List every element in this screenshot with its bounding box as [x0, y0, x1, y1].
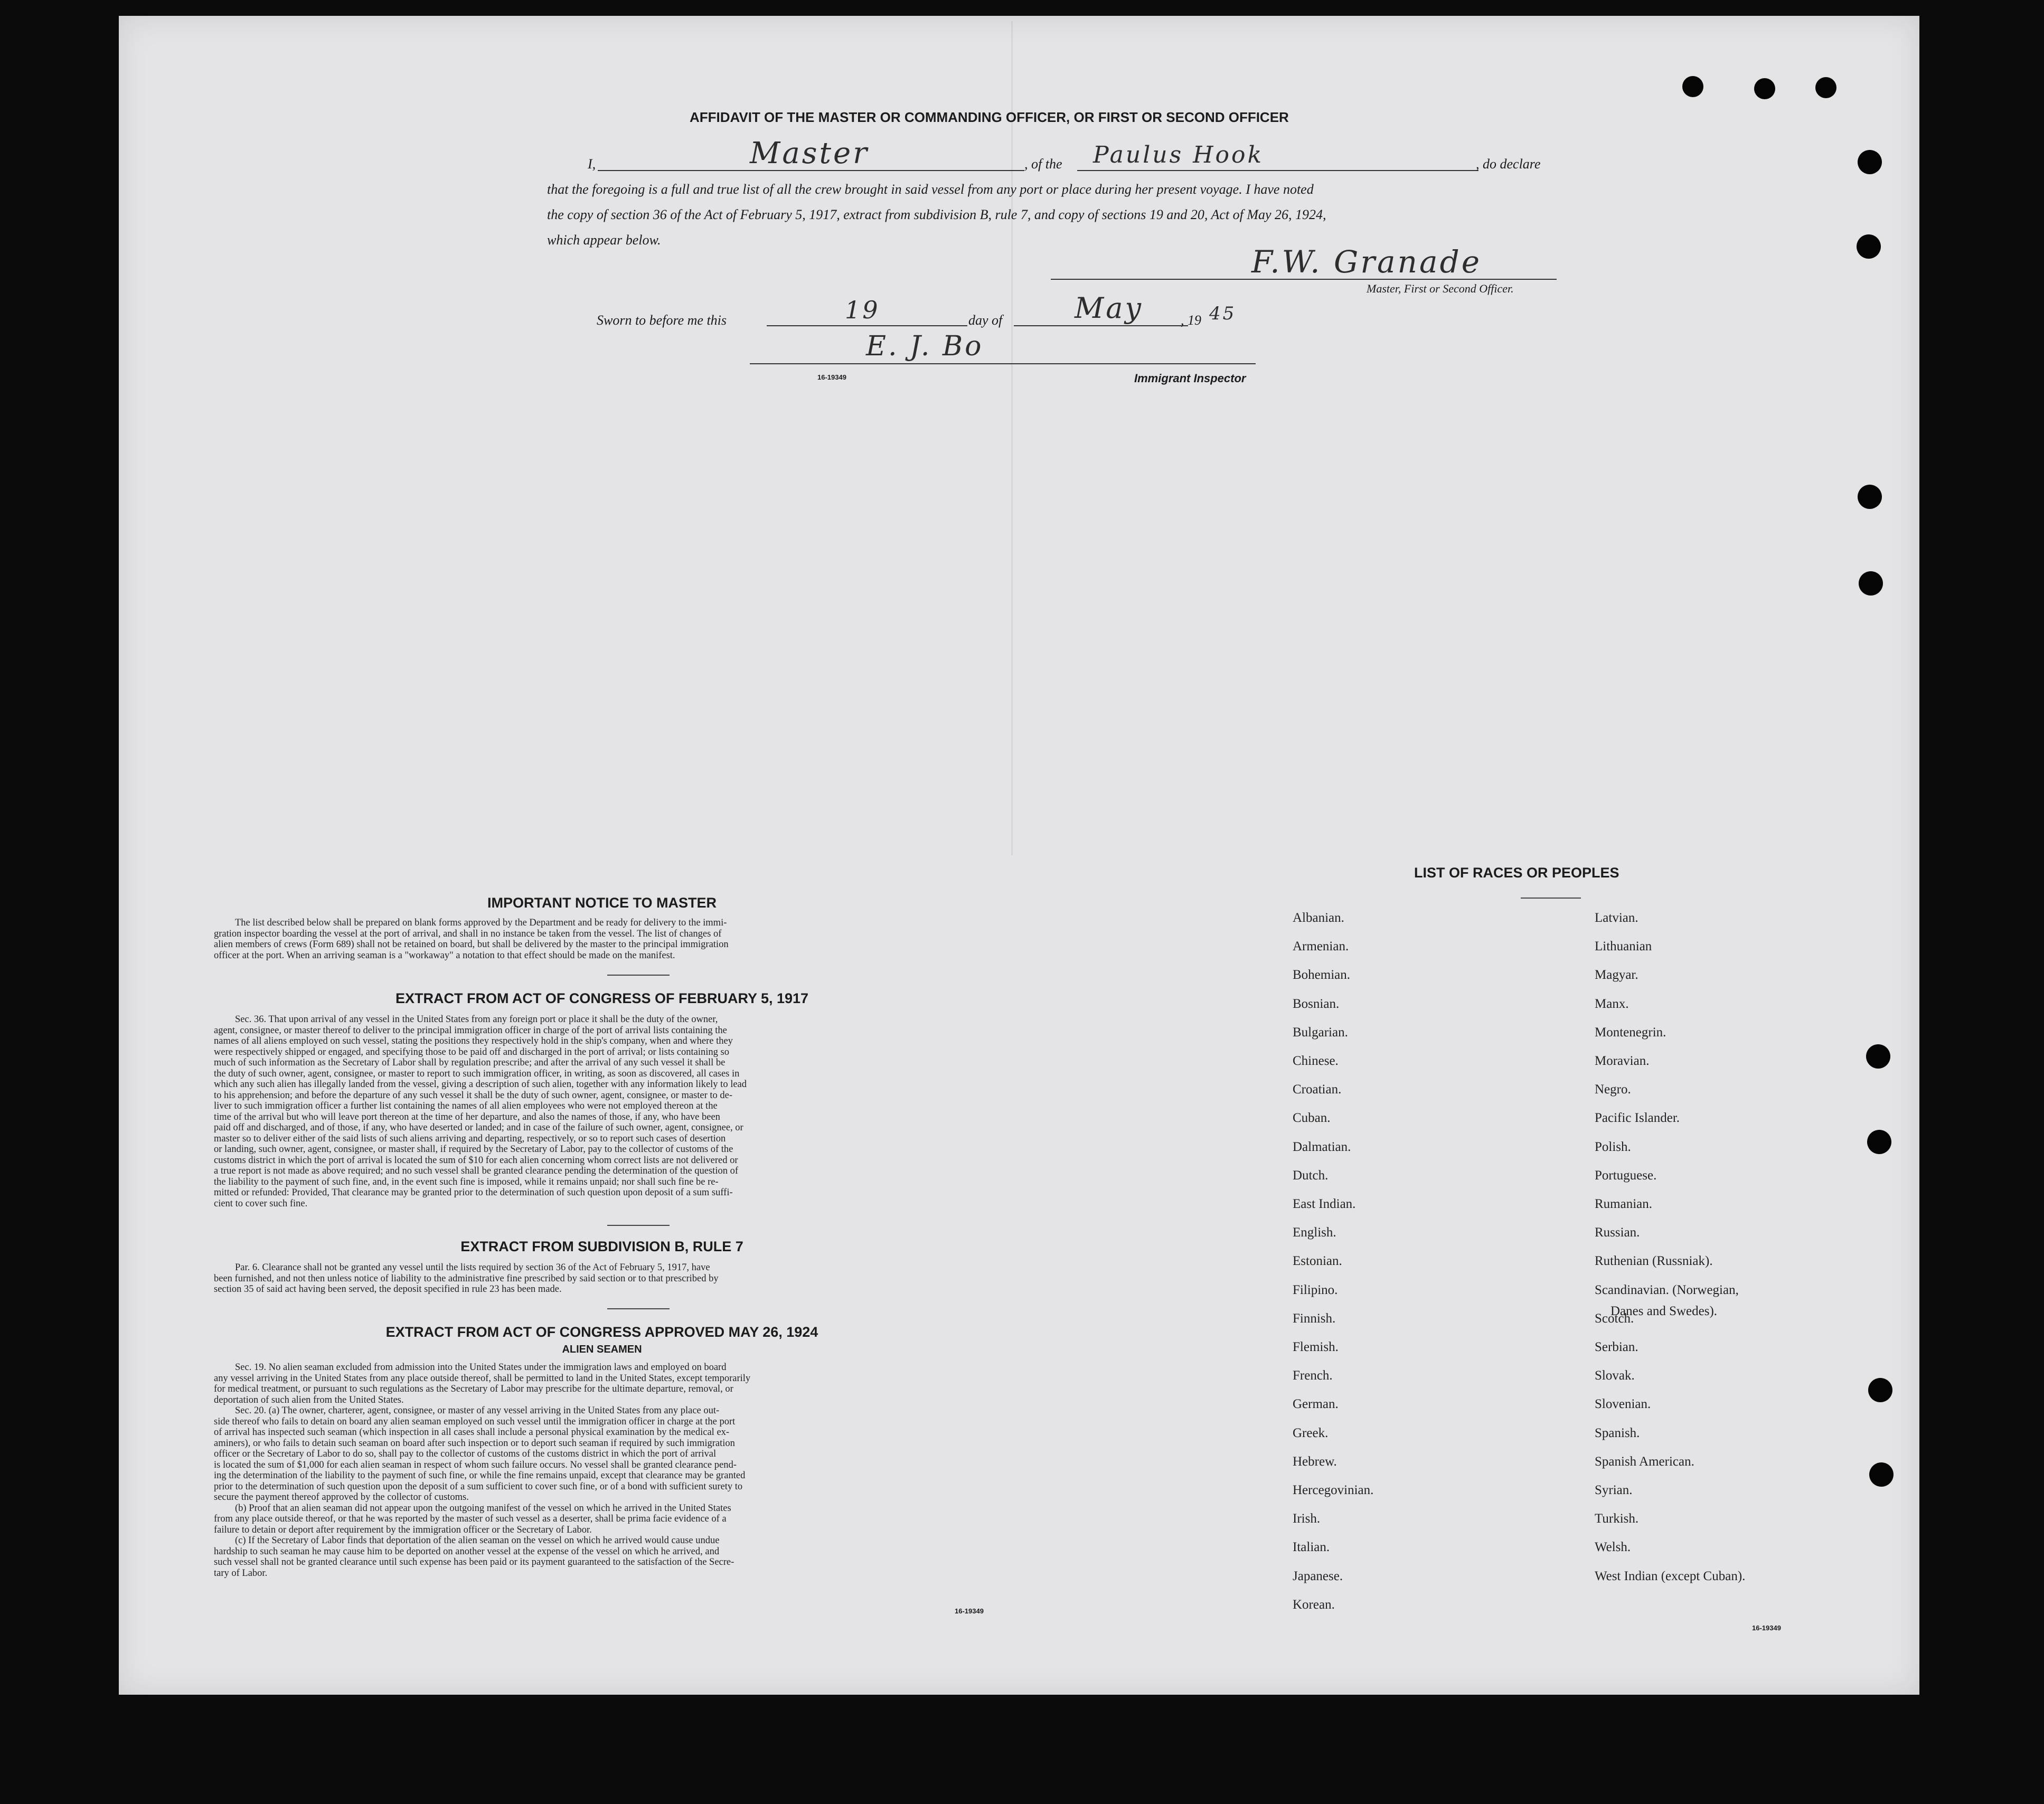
- extract-1924-section: [214, 1324, 990, 1579]
- paragraph-line: (c) If the Secretary of Labor finds that deportation of the alien seaman on the vessel on which he arrived would cause undue: [235, 1535, 720, 1546]
- race-item: Bulgarian.: [1293, 1025, 1348, 1040]
- notice-line: officer at the port. When an arriving seaman is a "workaway" a notation to that effect should be made on the manifest.: [214, 950, 675, 961]
- affidavit-body-line3: which appear below.: [547, 232, 661, 248]
- notice-line: gration inspector boarding the vessel at the port of arrival, and shall in no instance be taken from the vessel. The list of changes of: [214, 928, 722, 939]
- race-item: French.: [1293, 1368, 1333, 1383]
- paragraph-line: aminers), or who fails to detain such seaman on board after such inspection or to deport such seaman if required by such immigration: [214, 1438, 735, 1449]
- of-the-label: , of the: [1024, 156, 1062, 172]
- paragraph-line: hardship to such seaman he may cause him to be deported on another vessel at the expense of the vessel on which he arrived, and: [214, 1546, 720, 1557]
- paragraph-line: Sec. 19. No alien seaman excluded from admission into the United States under the immigration laws and employed on board: [235, 1362, 727, 1373]
- sworn-label: Sworn to before me this: [597, 313, 727, 328]
- race-item: Greek.: [1293, 1425, 1329, 1440]
- subdivision-section: [214, 1239, 990, 1295]
- punch-hole: [1869, 1462, 1894, 1487]
- paragraph-line: such vessel shall not be granted clearance until such expense has been paid or its payment guaranteed to the satisfaction of the Secre-: [214, 1557, 734, 1567]
- paragraph-line: mitted or refunded: Provided, That clearance may be granted prior to the determination of such question upon deposit of a sum suffi-: [214, 1187, 733, 1198]
- race-item: Estonian.: [1293, 1254, 1342, 1269]
- notice-line: alien members of crews (Form 689) shall not be retained on board, but shall be delivered by the master to the principal immigration: [214, 939, 729, 950]
- year-value: 45: [1209, 303, 1237, 324]
- affidavit-form-number: 16-19349: [817, 373, 846, 381]
- extract-1924-subtitle: ALIEN SEAMEN: [562, 1344, 642, 1355]
- paragraph-line: of arrival has inspected such seaman (which inspection in all cases shall include a personal physical examination by the medical ex-: [214, 1427, 730, 1438]
- day-line: [767, 325, 967, 326]
- inspector-signature: E. J. Bo: [866, 330, 984, 362]
- paragraph-line: for medical treatment, or pursuant to such regulations as the Secretary of Labor may prescribe for the ultimate departure, removal, or: [214, 1384, 733, 1394]
- paragraph-line: agent, consignee, or master thereof to deliver to the principal immigration officer in charge of the port of arrival lists containing the: [214, 1025, 727, 1036]
- extract-form-number: 16-19349: [955, 1607, 984, 1615]
- punch-hole: [1858, 485, 1882, 509]
- notice-section: [214, 895, 990, 961]
- vessel-value: Paulus Hook: [1093, 141, 1264, 168]
- race-item: Latvian.: [1595, 911, 1638, 925]
- race-item: Finnish.: [1293, 1311, 1336, 1326]
- race-item: West Indian (except Cuban).: [1595, 1569, 1746, 1583]
- paragraph-line: any vessel arriving in the United States from any place outside thereof, shall be permitted to land in the United States, except temporarily: [214, 1373, 751, 1384]
- race-item: Hercegovinian.: [1293, 1483, 1374, 1497]
- affidavit-body-line1: that the foregoing is a full and true list of all the crew brought in said vessel from any port or place during her present voyage. I have noted: [547, 182, 1314, 197]
- race-item: Filipino.: [1293, 1282, 1338, 1297]
- race-item: Bohemian.: [1293, 968, 1351, 983]
- signature-caption: Master, First or Second Officer.: [1367, 282, 1514, 295]
- paragraph-line: been furnished, and not then unless notice of liability to the administrative fine prescribed by said section or to that prescribed by: [214, 1273, 719, 1284]
- race-item: Pacific Islander.: [1595, 1111, 1680, 1126]
- race-item: Armenian.: [1293, 939, 1349, 954]
- paragraph-line: much of such information as the Secretary of Labor shall by regulation prescribe; and after the arrival of any such vessel it shall be: [214, 1057, 726, 1068]
- race-item: Manx.: [1595, 996, 1629, 1011]
- race-item: Spanish.: [1595, 1425, 1640, 1440]
- notice-body: [214, 918, 990, 961]
- paragraph-line: secure the payment thereof approved by the collector of customs.: [214, 1492, 469, 1503]
- race-item: Italian.: [1293, 1540, 1330, 1555]
- paragraph-line: Sec. 20. (a) The owner, charterer, agent, consignee, or master of any vessel arriving in the United States from any place out-: [235, 1405, 720, 1416]
- paragraph-line: paid off and discharged, and of those, if any, who have deserted or landed; and in case of the failure of such owner, agent, consignee, or: [214, 1122, 743, 1133]
- punch-hole: [1815, 77, 1836, 98]
- race-item: English.: [1293, 1225, 1336, 1240]
- month-value: May: [1075, 291, 1143, 325]
- race-item: Korean.: [1293, 1597, 1335, 1612]
- race-item: Syrian.: [1595, 1483, 1633, 1497]
- affidavit-title: AFFIDAVIT OF THE MASTER OR COMMANDING OFFICER, OR FIRST OR SECOND OFFICER: [690, 109, 1289, 125]
- paragraph-line: customs district in which the port of arrival is located the sum of $10 for each alien concerning whom correct lists are not delivered or: [214, 1155, 738, 1166]
- separator: [607, 1225, 670, 1226]
- day-value: 19: [845, 296, 880, 324]
- race-item: Moravian.: [1595, 1054, 1650, 1068]
- paragraph-line: Sec. 36. That upon arrival of any vessel in the United States from any foreign port or place it shall be the duty of the owner,: [235, 1014, 718, 1025]
- race-item: Bosnian.: [1293, 996, 1340, 1011]
- race-item: Portuguese.: [1595, 1168, 1657, 1183]
- paragraph-line: time of the arrival but who will leave port thereon at the time of her departure, and also the names of those, if any, who have been: [214, 1111, 720, 1122]
- paragraph-line: prior to the determination of such question upon the deposit of a sum sufficient to cover such fine, or of a bond with sufficient surety to: [214, 1481, 743, 1492]
- i-label: I,: [588, 156, 596, 172]
- paragraph-line: cient to cover such fine.: [214, 1198, 308, 1209]
- vessel-line: [1077, 170, 1478, 171]
- race-item: Cuban.: [1293, 1111, 1331, 1126]
- notice-title: IMPORTANT NOTICE TO MASTER: [487, 895, 717, 911]
- race-item: Welsh.: [1595, 1540, 1631, 1555]
- race-item: Dutch.: [1293, 1168, 1329, 1183]
- paragraph-line: Par. 6. Clearance shall not be granted any vessel until the lists required by section 36 of the Act of February 5, 1917, have: [235, 1262, 710, 1273]
- race-item: Rumanian.: [1595, 1197, 1653, 1211]
- declare-label: , do declare: [1476, 156, 1541, 172]
- extract-1917-title: EXTRACT FROM ACT OF CONGRESS OF FEBRUARY 5, 1917: [395, 990, 809, 1006]
- paragraph-line: or landing, such owner, agent, consignee, or master shall, if required by the Secretary of Labor, pay to the collector of customs of the: [214, 1144, 733, 1155]
- race-item: Lithuanian: [1595, 939, 1652, 954]
- race-item: Chinese.: [1293, 1054, 1339, 1068]
- affidavit-body-line2: the copy of section 36 of the Act of February 5, 1917, extract from subdivision B, rule 7, and copy of sections 19 and 20, Act of May 26, 1924,: [547, 207, 1326, 222]
- master-signature: F.W. Granade: [1251, 244, 1482, 280]
- subdivision-body: [214, 1262, 990, 1295]
- paragraph-line: which any such alien has illegally landed from the vessel, giving a description of such alien, together with any information likely to lead: [214, 1079, 747, 1090]
- month-line: [1014, 325, 1188, 326]
- race-item: Irish.: [1293, 1512, 1321, 1526]
- punch-hole: [1754, 78, 1775, 99]
- race-item: Dalmatian.: [1293, 1139, 1351, 1154]
- name-value: Master: [750, 136, 869, 171]
- race-item: Negro.: [1595, 1082, 1631, 1097]
- paragraph-line: officer or the Secretary of Labor to do so, shall pay to the collector of customs of the customs district in which the port of arrival: [214, 1449, 717, 1459]
- race-item: Flemish.: [1293, 1340, 1339, 1354]
- race-item: Scotch.: [1595, 1311, 1634, 1326]
- paragraph-line: were respectively shipped or engaged, and specifying those to be paid off and discharged in the port of arrival; or lists containing so: [214, 1046, 729, 1057]
- paragraph-line: the duty of such owner, agent, consignee, or master to report to such immigration officer, in writing, as soon as discovered, all cases in: [214, 1068, 740, 1079]
- paragraph-line: failure to detain or deport after requirement by the immigration officer or the Secretary of Labor.: [214, 1524, 592, 1535]
- paragraph-line: is located the sum of $1,000 for each alien seaman in respect of whom such failure occurs. No vessel shall be granted clearance pend-: [214, 1459, 737, 1470]
- paragraph-line: a true report is not made as above required; and no such vessel shall be granted clearance pending the determination of the question of: [214, 1166, 739, 1176]
- race-item: German.: [1293, 1397, 1339, 1412]
- paragraph-line: deportation of such alien from the United States.: [214, 1394, 404, 1405]
- paragraph-line: the liability to the payment of such fine, and, in the event such fine is imposed, while it remains unpaid; nor shall such fine be re-: [214, 1176, 719, 1187]
- subdivision-title: EXTRACT FROM SUBDIVISION B, RULE 7: [460, 1239, 743, 1254]
- races-title: LIST OF RACES OR PEOPLES: [1414, 865, 1619, 881]
- race-item: Slovenian.: [1595, 1397, 1651, 1412]
- race-item: Scandinavian. (Norwegian,: [1595, 1282, 1739, 1297]
- page-fold: [1011, 21, 1013, 855]
- year-prefix: , 19: [1181, 313, 1201, 328]
- separator: [607, 1308, 670, 1309]
- race-item: Magyar.: [1595, 968, 1638, 983]
- paragraph-line: section 35 of said act having been served, the deposit specified in rule 23 has been made.: [214, 1284, 562, 1295]
- paragraph-line: to his apprehension; and before the departure of any such vessel it shall be the duty of such owner, agent, consignee, or master to de-: [214, 1090, 733, 1101]
- separator: [1521, 898, 1581, 899]
- race-item: Hebrew.: [1293, 1454, 1337, 1469]
- paragraph-line: from any place outside thereof, or that he was reported by the master of such vessel as a deserter, shall be prima facie evidence of a: [214, 1514, 727, 1524]
- separator: [607, 975, 670, 976]
- race-item: Serbian.: [1595, 1340, 1638, 1354]
- punch-hole: [1682, 76, 1703, 97]
- race-item: Russian.: [1595, 1225, 1640, 1240]
- extract-1917-body: [214, 1014, 990, 1209]
- notice-line: The list described below shall be prepared on blank forms approved by the Department and be ready for delivery to the immi-: [235, 918, 727, 928]
- paragraph-line: master so to deliver either of the said lists of such aliens arriving and departing, respectively, or so to report such cases of desertion: [214, 1133, 726, 1144]
- race-item: Ruthenian (Russniak).: [1595, 1254, 1713, 1269]
- paragraph-line: side thereof who fails to detain on board any alien seaman employed on such vessel until the immigration officer in charge at the port: [214, 1416, 736, 1427]
- punch-hole: [1859, 571, 1883, 596]
- inspector-line: [750, 363, 1256, 364]
- punch-hole: [1858, 150, 1882, 174]
- paragraph-line: ing the determination of the liability to the payment of such fine, or while the fine remains unpaid, except that clearance may be granted: [214, 1470, 746, 1481]
- race-item: Albanian.: [1293, 911, 1344, 925]
- extract-1924-body: [214, 1362, 990, 1579]
- race-item: Danes and Swedes).: [1610, 1304, 1718, 1318]
- race-item: Spanish American.: [1595, 1454, 1694, 1469]
- extract-1917-section: [214, 990, 990, 1209]
- extract-1924-title: EXTRACT FROM ACT OF CONGRESS APPROVED MAY 26, 1924: [385, 1324, 818, 1340]
- punch-hole: [1866, 1044, 1890, 1069]
- punch-hole: [1868, 1378, 1892, 1402]
- punch-hole: [1867, 1130, 1891, 1154]
- race-item: East Indian.: [1293, 1197, 1356, 1211]
- race-item: Montenegrin.: [1595, 1025, 1666, 1040]
- paragraph-line: liver to such immigration officer a further list containing the names of all alien employees who were not employed thereon at the: [214, 1101, 718, 1111]
- race-item: Slovak.: [1595, 1368, 1635, 1383]
- paragraph-line: tary of Labor.: [214, 1567, 268, 1579]
- paragraph-line: names of all aliens employed on such vessel, stating the positions they respectively hold in the ship's company, when and where they: [214, 1036, 733, 1046]
- punch-hole: [1857, 234, 1881, 259]
- race-item: Turkish.: [1595, 1512, 1639, 1526]
- race-item: Polish.: [1595, 1139, 1631, 1154]
- races-form-number: 16-19349: [1752, 1624, 1781, 1632]
- paragraph-line: (b) Proof that an alien seaman did not appear upon the outgoing manifest of the vessel on which he arrived in the United States: [235, 1503, 731, 1514]
- race-item: Croatian.: [1293, 1082, 1342, 1097]
- race-item: Japanese.: [1293, 1569, 1343, 1583]
- day-label: day of: [968, 313, 1003, 328]
- inspector-caption: Immigrant Inspector: [1134, 372, 1246, 385]
